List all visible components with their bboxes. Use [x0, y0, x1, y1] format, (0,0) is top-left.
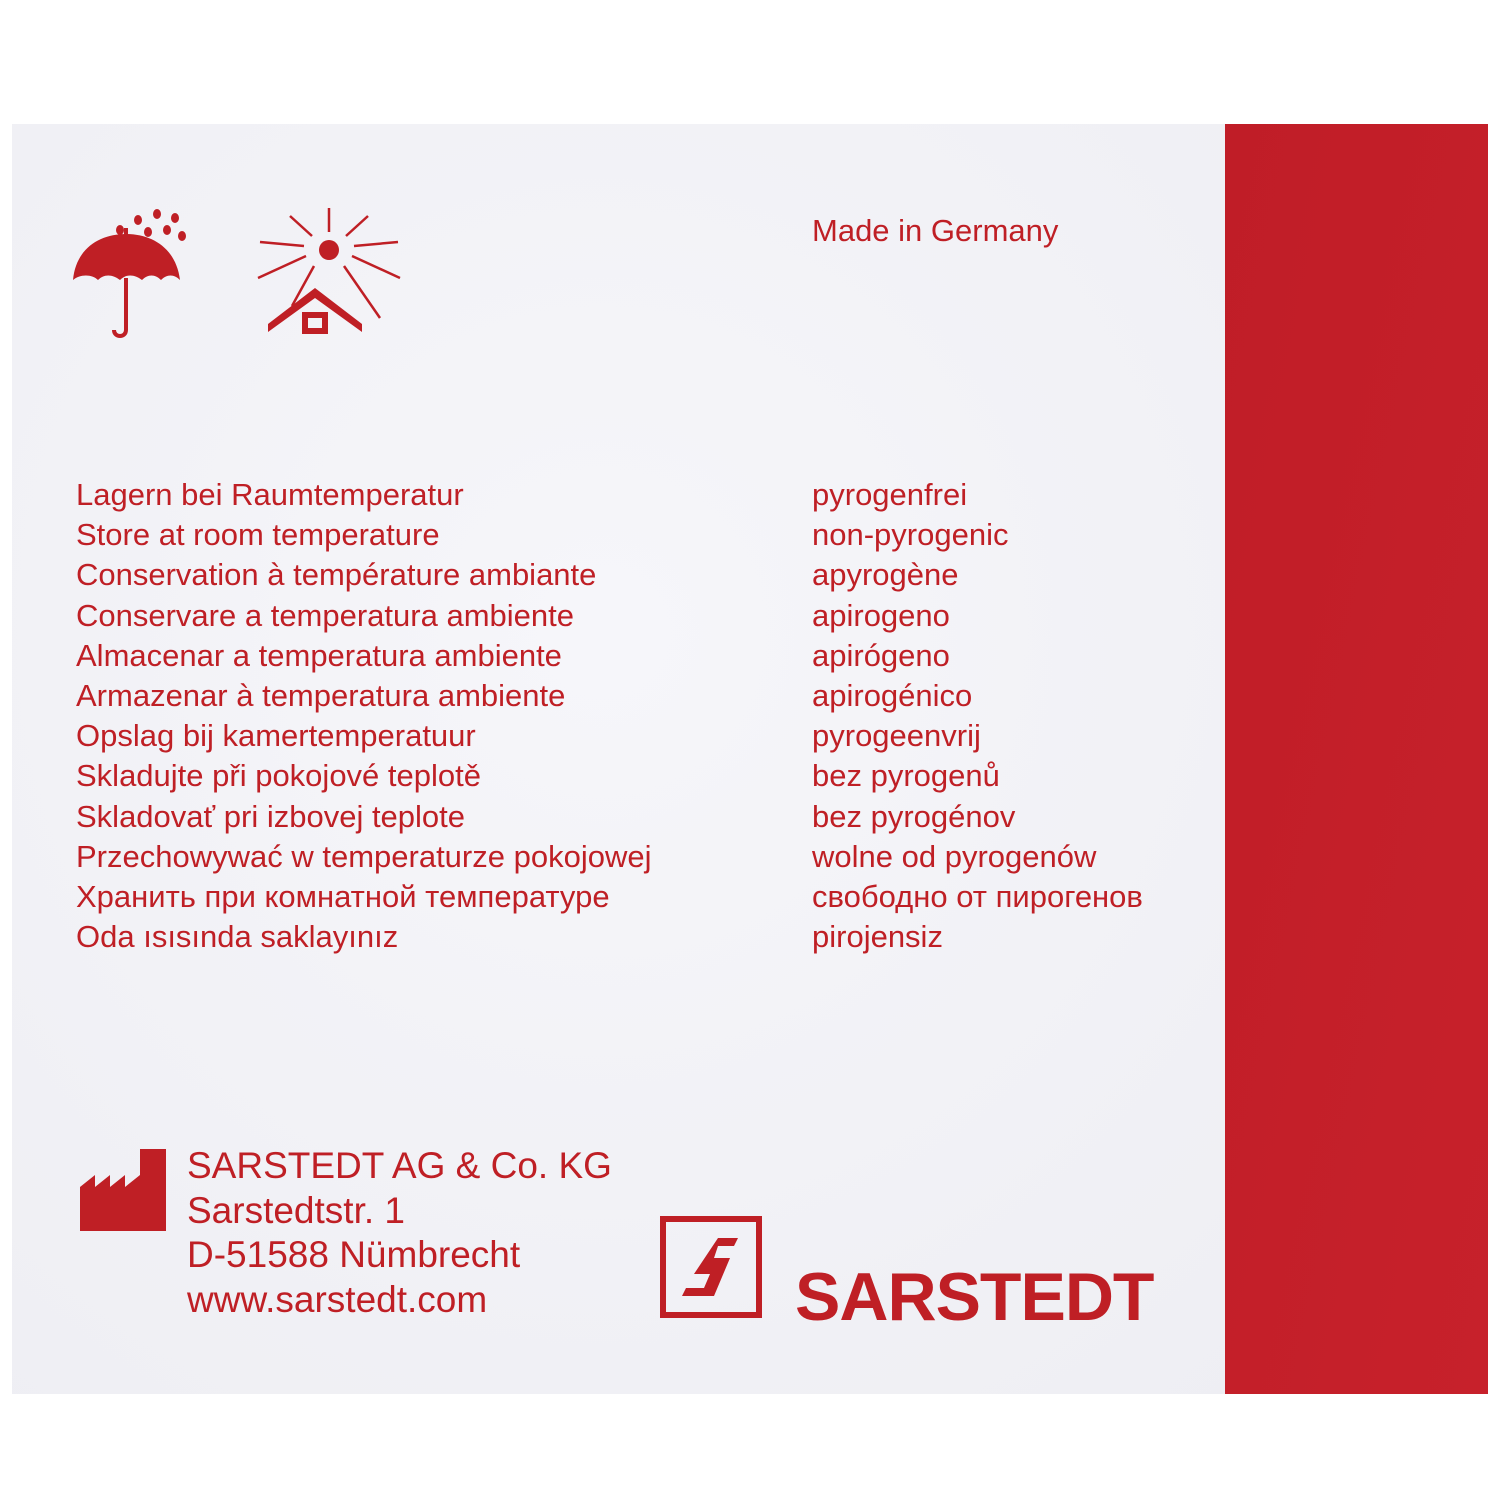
pyrogen-line-cs: bez pyrogenů	[812, 758, 1000, 794]
manufacturer-address	[187, 1144, 612, 1322]
pyrogen-line-ru: свободно от пирогенов	[812, 879, 1143, 915]
storage-line-sk: Skladovať pri izbovej teplote	[76, 798, 466, 834]
storage-line-fr: Conservation à température ambiante	[76, 557, 597, 593]
storage-line-cs: Skladujte při pokojové teplotě	[76, 758, 481, 794]
pyrogen-line-de: pyrogenfrei	[812, 477, 968, 512]
brand-wordmark: SARSTEDT	[795, 1259, 1154, 1335]
company-name: SARSTEDT AG & Co. KG	[187, 1145, 612, 1186]
street-address: Sarstedtstr. 1	[187, 1189, 405, 1231]
sarstedt-logo-icon	[660, 1216, 762, 1318]
pyrogen-line-sk: bez pyrogénov	[812, 798, 1016, 834]
pyrogen-line-tr: pirojensiz	[812, 919, 943, 955]
sun-shield-icon	[252, 206, 407, 341]
umbrella-icon	[70, 208, 190, 343]
storage-line-pt: Armazenar à temperatura ambiente	[76, 678, 566, 714]
storage-line-tr: Oda ısısında saklayınız	[76, 919, 399, 955]
made-in-label: Made in Germany	[812, 213, 1059, 248]
red-color-band	[1225, 124, 1488, 1394]
pyrogen-line-es: apirógeno	[812, 637, 950, 673]
storage-instructions	[76, 475, 651, 957]
storage-line-es: Almacenar a temperatura ambiente	[76, 637, 562, 673]
storage-line-ru: Хранить при комнатной температуре	[76, 879, 610, 915]
storage-line-it: Conservare a temperatura ambiente	[76, 597, 574, 633]
pyrogen-line-it: apirogeno	[812, 597, 950, 633]
storage-line-en: Store at room temperature	[76, 517, 440, 553]
storage-line-nl: Opslag bij kamertemperatuur	[76, 718, 476, 754]
pyrogen-line-nl: pyrogeenvrij	[812, 718, 981, 754]
storage-line-de: Lagern bei Raumtemperatur	[76, 477, 464, 512]
pyrogen-line-fr: apyrogène	[812, 557, 959, 593]
pyrogen-line-pt: apirogénico	[812, 678, 973, 714]
city-address: D-51588 Nümbrecht	[187, 1234, 521, 1275]
pyrogen-line-en: non-pyrogenic	[812, 517, 1009, 553]
pyrogen-line-pl: wolne od pyrogenów	[812, 838, 1097, 874]
website-link: www.sarstedt.com	[187, 1278, 488, 1320]
product-label	[12, 124, 1488, 1394]
pyrogen-statements	[812, 475, 1143, 957]
storage-line-pl: Przechowywać w temperaturze pokojowej	[76, 838, 652, 874]
factory-icon	[80, 1149, 166, 1231]
